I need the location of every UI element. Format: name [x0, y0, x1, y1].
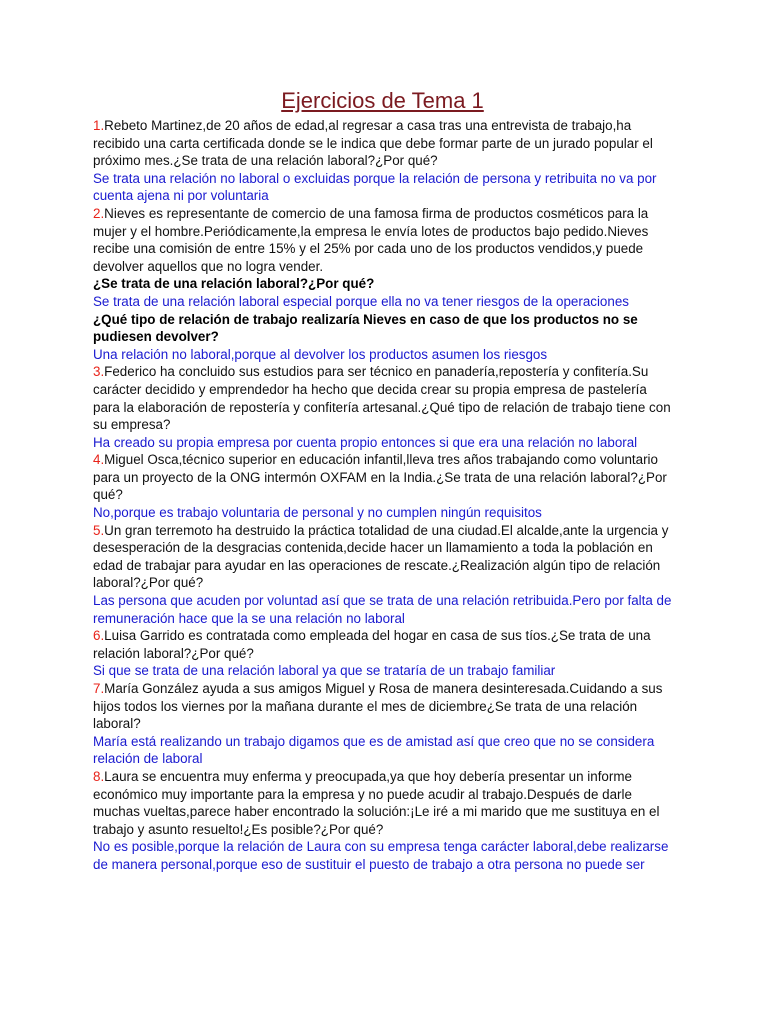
exercise-7-question: [93, 680, 672, 733]
exercise-5-text: Un gran terremoto ha destruido la práctica totalidad de una ciudad.El alcalde,ante la urgencia y desesperación de la desgracias contenida,decide hacer un llamamiento a toda la población en edad de trabajar para ayudar en las operaciones de rescate.¿Realización algún tipo de relación laboral?¿Por qué?: [93, 522, 669, 591]
exercise-7-text: María González ayuda a sus amigos Miguel y Rosa de manera desinteresada.Cuidando a sus hijos todos los viernes por la mañana durante el mes de diciembre¿Se trata de una relación laboral?: [93, 681, 663, 732]
exercise-2-subquestion-1: ¿Se trata de una relación laboral?¿Por qué?: [93, 276, 375, 292]
exercise-4-number: 4.: [93, 452, 105, 468]
exercise-2-answer-1: Se trata de una relación laboral especial porque ella no va tener riesgos de la operaciones: [93, 293, 629, 309]
exercise-2-subquestion-2: ¿Qué tipo de relación de trabajo realizaría Nieves en caso de que los productos no se pudiesen devolver?: [93, 311, 638, 345]
exercise-8-number: 8.: [93, 768, 105, 784]
exercise-2-answer-2: Una relación no laboral,porque al devolver los productos asumen los riesgos: [93, 346, 548, 362]
exercise-5-answer: Las persona que acuden por voluntad así que se trata de una relación retribuida.Pero por falta de remuneración hace que la se una relación no laboral: [93, 593, 672, 626]
exercise-2-text: Nieves es representante de comercio de una famosa firma de productos cosméticos para la mujer y el hombre.Periódicamente,la empresa le envía lotes de productos bajo pedido.Nieves recibe una comisión de entre 15% y el 25% por cada uno de los productos vendidos,y puede devolver aquellos que no logra vender.: [93, 205, 649, 274]
exercise-7-number: 7.: [93, 681, 105, 696]
exercise-6-question: [93, 627, 672, 662]
exercise-8-text: Laura se encuentra muy enferma y preocupada,ya que hoy debería presentar un informe económico muy importante para la empresa y no puede acudir al trabajo.Después de darle muchas vueltas,parece haber encontrado la solución:¡Le iré a mi marido que me sustituya en el trabajo y asunto resuelto!¿Es posible?¿Por qué?: [93, 768, 660, 837]
exercise-1-number: 1.: [93, 118, 105, 133]
exercise-8-answer: No es posible,porque la relación de Laura con su empresa tenga carácter laboral,debe realizarse de manera personal,porque eso de sustituir el puesto de trabajo a otra persona no puede ser: [93, 839, 669, 872]
exercise-7-answer: María está realizando un trabajo digamos que es de amistad así que creo que no se considera relación de laboral: [93, 733, 655, 767]
exercise-3-answer: Ha creado su propia empresa por cuenta propio entonces si que era una relación no laboral: [93, 434, 638, 450]
exercise-3-text: Federico ha concluido sus estudios para ser técnico en panadería,repostería y confitería.Su carácter decidido y emprendedor ha hecho que decida crear su propia empresa de pastelería para la elaboración de repostería y confitería artesanal.¿Qué tipo de relación de trabajo tiene con su empresa?: [93, 364, 671, 433]
exercise-1-answer: Se trata una relación no laboral o excluidas porque la relación de persona y retribuita no va por cuenta ajena ni por voluntaria: [93, 170, 657, 204]
exercise-1-text: Rebeto Martinez,de 20 años de edad,al regresar a casa tras una entrevista de trabajo,ha recibido una carta certificada donde se le indica que debe formar parte de un jurado popular el próximo mes.¿Se trata de una relación laboral?¿Por qué?: [93, 118, 653, 169]
exercise-6-text: Luisa Garrido es contratada como empleada del hogar en casa de sus tíos.¿Se trata de una relación laboral?¿Por qué?: [93, 628, 651, 661]
exercise-5-question: [93, 522, 672, 592]
exercise-2-question: [93, 205, 672, 275]
exercise-6-number: 6.: [93, 628, 105, 644]
exercise-4-text: Miguel Osca,técnico superior en educación infantil,lleva tres años trabajando como voluntario para un proyecto de la ONG intermón OXFAM en la India.¿Se trata de una relación laboral?¿Por qué?: [93, 452, 667, 503]
exercise-8-question: [93, 768, 672, 838]
exercise-2-number: 2.: [93, 205, 105, 221]
exercise-4-question: [93, 451, 672, 504]
exercise-4-answer: No,porque es trabajo voluntaria de personal y no cumplen ningún requisitos: [93, 505, 542, 521]
exercise-1-question: [93, 117, 672, 170]
exercise-3-question: [93, 363, 672, 433]
exercise-6-answer: Si que se trata de una relación laboral ya que se trataría de un trabajo familiar: [93, 663, 556, 679]
exercise-5-number: 5.: [93, 522, 105, 538]
exercise-3-number: 3.: [93, 364, 105, 380]
page-title: Ejercicios de Tema 1: [281, 88, 484, 113]
